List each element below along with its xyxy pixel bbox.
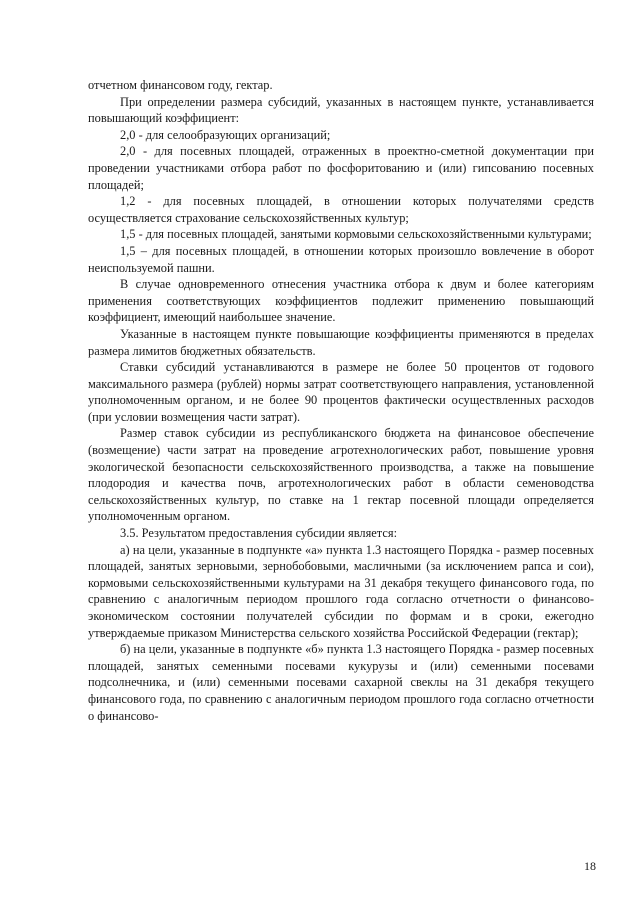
paragraph-12: 3.5. Результатом предоставления субсидии является: <box>120 526 398 541</box>
paragraph-10: Ставки субсидий устанавливаются в размере не более 50 процентов от годового максимального размера (рублей) нормы затрат соответствующего направления, установленной уполномоченным органом, и не более 90 процентов фактически осуществленных расходов (при условии возмещения части затрат). <box>88 360 594 424</box>
paragraph-14: б) на цели, указанные в подпункте «б» пункта 1.3 настоящего Порядка - размер посевных площадей, занятых семенными посевами кукурузы и (или) семенными посевами подсолнечника, и (или) семенными посевами сахарной свеклы на 31 декабря текущего финансового года, по сравнению с аналогичным периодом прошлого года согласно отчетности о финансово- <box>88 642 594 723</box>
paragraph-3: 2,0 - для селообразующих организаций; <box>120 127 331 142</box>
paragraph-2: При определении размера субсидий, указанных в настоящем пункте, устанавливается повышающий коэффициент: <box>88 94 594 126</box>
paragraph-6: 1,5 - для посевных площадей, занятыми кормовыми сельскохозяйственными культурами; <box>120 227 592 242</box>
paragraph-9: Указанные в настоящем пункте повышающие коэффициенты применяются в пределах размера лимитов бюджетных обязательств. <box>88 326 594 358</box>
paragraph-11: Размер ставок субсидии из республиканского бюджета на финансовое обеспечение (возмещение) части затрат на проведение агротехнологических работ, повышение уровня экологической безопасности сельскохозяйственного производства, а также на повышение плодородия и качества почв, агротехнологических работ в области семеноводства сельскохозяйственных культур, по ставке на 1 гектар посевной площади определяется уполномоченным органом. <box>88 426 594 524</box>
page-number: 18 <box>584 859 596 873</box>
paragraph-5: 1,2 - для посевных площадей, в отношении которых получателями средств осуществляется страхование сельскохозяйственных культур; <box>88 194 594 225</box>
document-body <box>88 77 594 724</box>
paragraph-7: 1,5 – для посевных площадей, в отношении которых произошло вовлечение в оборот неиспользуемой пашни. <box>88 243 594 275</box>
paragraph-8: В случае одновременного отнесения участника отбора к двум и более категориям применения соответствующих коэффициентов подлежит применению повышающий коэффициент, имеющий наибольшее значение. <box>88 277 594 325</box>
paragraph-1: отчетном финансовом году, гектар. <box>88 78 273 92</box>
paragraph-4: 2,0 - для посевных площадей, отраженных в проектно-сметной документации при проведении участниками отбора работ по фосфоритованию и (или) гипсованию посевных площадей; <box>88 144 594 192</box>
paragraph-13: а) на цели, указанные в подпункте «а» пункта 1.3 настоящего Порядка - размер посевных площадей, занятых зерновыми, зернобобовыми, масличными (за исключением рапса и сои), кормовыми сельскохозяйственными культурами на 31 декабря текущего финансового года, по сравнению с аналогичным периодом прошлого года согласно отчетности о финансово-экономическом состоянии получателей субсидии по формам и в сроки, ежегодно утверждаемые приказом Министерства сельского хозяйства Российской Федерации (гектар); <box>88 542 594 640</box>
